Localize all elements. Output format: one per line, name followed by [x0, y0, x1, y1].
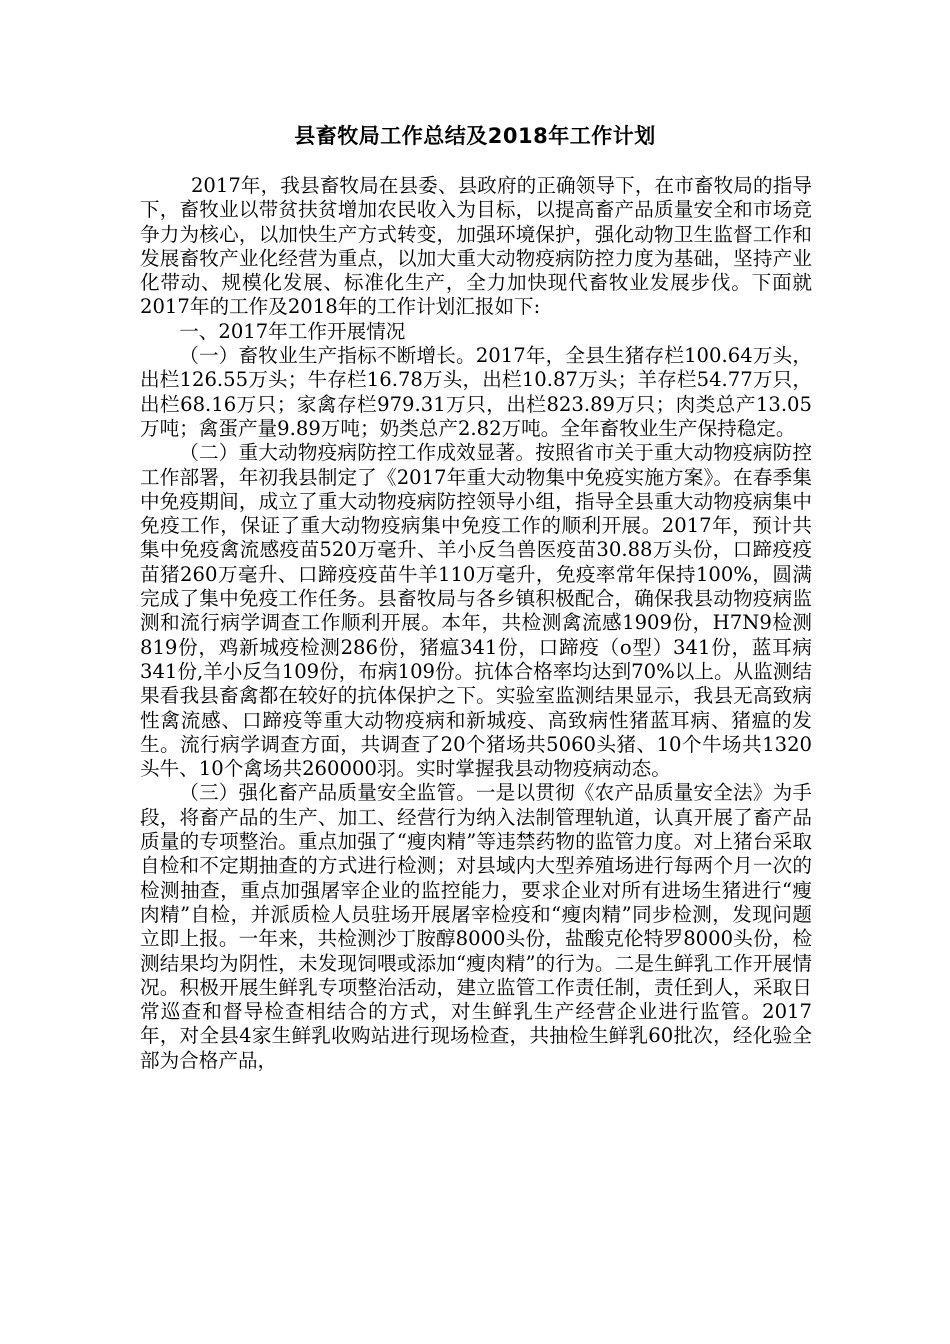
- intro-paragraph: 2017年，我县畜牧局在县委、县政府的正确领导下，在市畜牧局的指导下，畜牧业以带贫扶贫增加农民收入为目标，以提高畜产品质量安全和市场竞争力为核心，以加快生产方式转变，加强环境保护，强化动物卫生监督工作和发展畜牧产业化经营为重点，以加大重大动物疫病防控力度为基础，坚持产业化带动、规模化发展、标准化生产，全力加快现代畜牧业发展步伐。下面就2017年的工作及2018年的工作计划汇报如下:: [140, 174, 812, 319]
- paragraph-quality-safety: （三）强化畜产品质量安全监管。一是以贯彻《农产品质量安全法》为手段，将畜产品的生产、加工、经营行为纳入法制管理轨道，认真开展了畜产品质量的专项整治。重点加强了“瘦肉精”等违禁药物的监管力度。对上猪台采取自检和不定期抽查的方式进行检测；对县域内大型养殖场进行每两个月一次的检测抽查，重点加强屠宰企业的监控能力，要求企业对所有进场生猪进行“瘦肉精”自检，并派质检人员驻场开展屠宰检疫和“瘦肉精”同步检测，发现问题立即上报。一年来，共检测沙丁胺醇8000头份，盐酸克伦特罗8000头份，检测结果均为阴性，未发现饲喂或添加“瘦肉精”的行为。二是生鲜乳工作开展情况。积极开展生鲜乳专项整治活动，建立监管工作责任制，责任到人，采取日常巡查和督导检查相结合的方式，对生鲜乳生产经营企业进行监管。2017年，对全县4家生鲜乳收购站进行现场检查，共抽检生鲜乳60批次，经化验全部为合格产品，: [140, 781, 812, 1072]
- section-heading: 一、2017年工作开展情况: [179, 319, 406, 343]
- document-body: [140, 174, 812, 1073]
- document-title: 县畜牧局工作总结及2018年工作计划: [294, 124, 656, 148]
- paragraph-disease-control: （二）重大动物疫病防控工作成效显著。按照省市关于重大动物疫病防控工作部署，年初我县制定了《2017年重大动物集中免疫实施方案》。在春季集中免疫期间，成立了重大动物疫病防控领导小组，指导全县重大动物疫病集中免疫工作，保证了重大动物疫病集中免疫工作的顺利开展。2017年，预计共集中免疫禽流感疫苗520万毫升、羊小反刍兽医疫苗30.88万头份，口蹄疫疫苗猪260万毫升、口蹄疫疫苗牛羊110万毫升，免疫率常年保持100%，圆满完成了集中免疫工作任务。县畜牧局与各乡镇积极配合，确保我县动物疫病监测和流行病学调查工作顺利开展。本年，共检测禽流感1909份，H7N9检测819份，鸡新城疫检测286份，猪瘟341份，口蹄疫（o型）341份，蓝耳病341份,羊小反刍109份，布病109份。抗体合格率均达到70%以上。从监测结果看我县畜禽都在较好的抗体保护之下。实验室监测结果显示，我县无高致病性禽流感、口蹄疫等重大动物疫病和新城疫、高致病性猪蓝耳病、猪瘟的发生。流行病学调查方面，共调查了20个猪场共5060头猪、10个牛场共1320头牛、10个禽场共260000羽。实时掌握我县动物疫病动态。: [140, 441, 812, 781]
- paragraph-production: （一）畜牧业生产指标不断增长。2017年，全县生猪存栏100.64万头，出栏126.55万头；牛存栏16.78万头，出栏10.87万头；羊存栏54.77万只，出栏68.16万只；家禽存栏979.31万只，出栏823.89万只；肉类总产13.05万吨；禽蛋产量9.89万吨；奶类总产2.82万吨。全年畜牧业生产保持稳定。: [140, 344, 812, 440]
